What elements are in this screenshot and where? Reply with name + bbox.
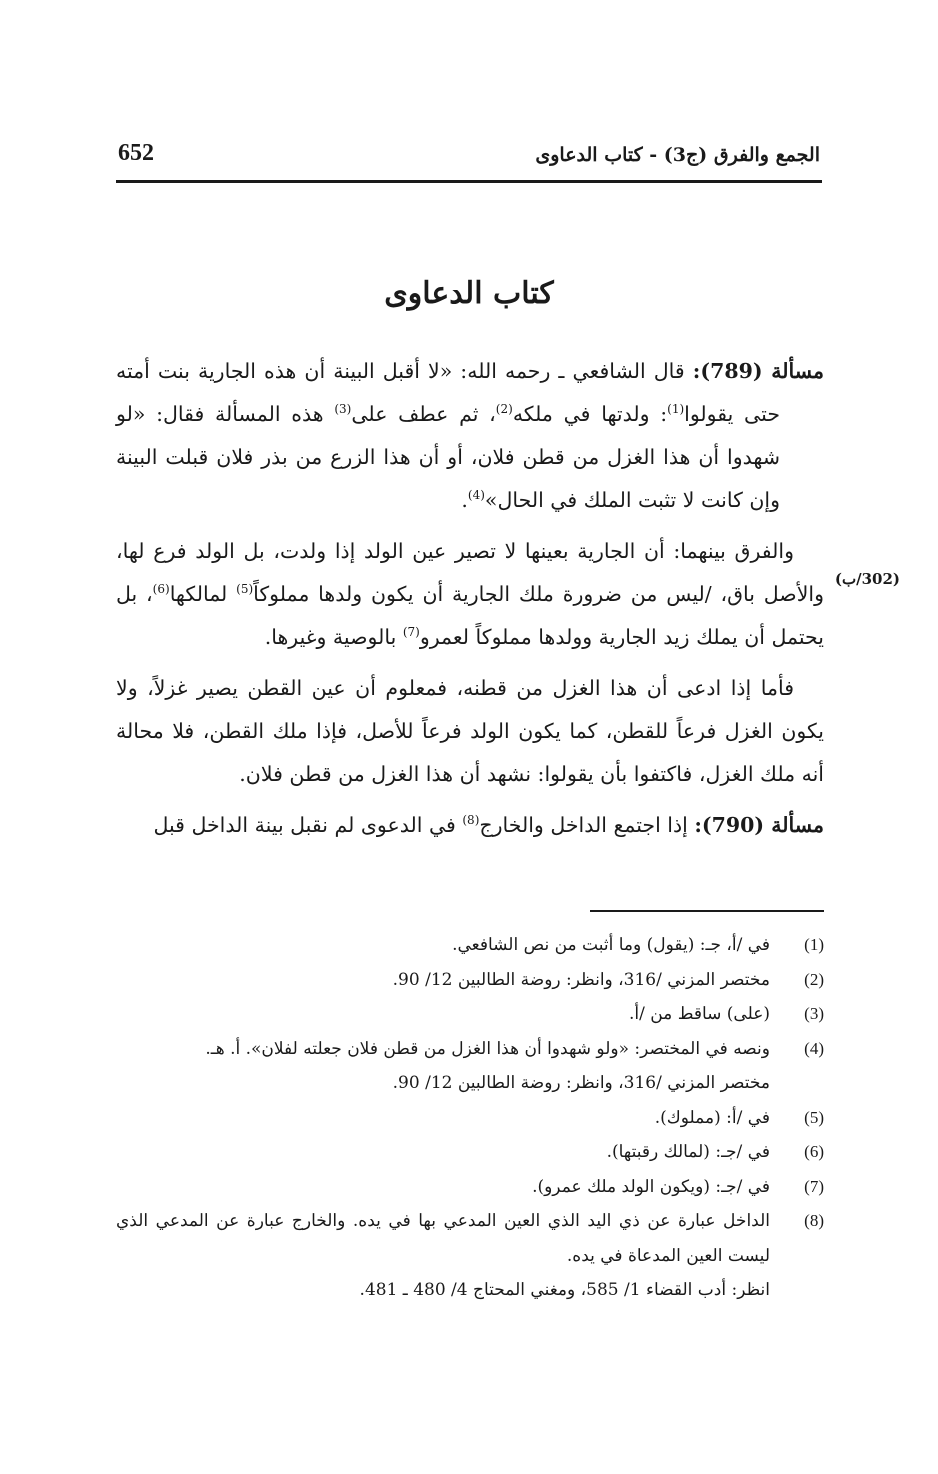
- footnote: [116, 1204, 824, 1308]
- footnote-number: (4): [804, 1038, 824, 1058]
- footnote-ref: (8): [462, 813, 480, 828]
- footnote-ref: (6): [152, 582, 170, 597]
- footnote-text: [116, 1032, 770, 1101]
- footnote-number: (6): [804, 1142, 824, 1161]
- footnote-text: [116, 1135, 770, 1170]
- footnote-ref: (5): [236, 582, 254, 597]
- text-run: هذه المسألة فقال: «لو شهدوا أن هذا الغزل من قطن فلان، أو أن هذا الزرع من بذر فلان قبلت البينة وإن كانت لا تثبت الملك في الحال»: [116, 402, 780, 512]
- issue-label: مسألة (790):: [694, 813, 824, 837]
- footnote-line: الداخل عبارة عن ذي اليد الذي العين المدعي بها في يده. والخارج عبارة عن المدعي الذي ليست العين المدعاة في يده.: [116, 1211, 770, 1266]
- text-run: لمالكها: [169, 582, 237, 606]
- body-text: [116, 350, 824, 855]
- footnote: [116, 997, 824, 1032]
- footnote: [116, 928, 824, 963]
- paragraph-issue-789: [116, 350, 824, 522]
- footnote-ref: (4): [467, 488, 485, 503]
- footnote-number: (3): [804, 1004, 824, 1023]
- paragraph-issue-790: [116, 804, 824, 847]
- text-run: فأما إذا ادعى أن هذا الغزل من قطنه، فمعلوم أن عين القطن يصير غزلاً، ولا يكون الغزل فرعاً للقطن، كما يكون الولد فرعاً للأصل، فإذا ملك القطن، فلا محالة أنه ملك الغزل، فاكتفوا بأن يقولوا: نشهد أن هذا الغزل من قطن فلان.: [116, 676, 824, 786]
- footnote-line: مختصر المزني /316، وانظر: روضة الطالبين 12/ 90.: [392, 969, 770, 990]
- paragraph-difference: [116, 530, 824, 659]
- footnote-text: [116, 928, 770, 963]
- chapter-title: كتاب الدعاوى: [384, 276, 554, 311]
- footnote-line: انظر: أدب القضاء 1/ 585، ومغني المحتاج 4/ 480 ـ 481.: [359, 1280, 770, 1300]
- text-run: ، بل يحتمل أن يملك زيد الجارية وولدها مملوكاً لعمرو: [116, 582, 824, 649]
- footnote: [116, 1170, 824, 1205]
- text-run: .: [461, 488, 468, 512]
- footnote-line: مختصر المزني /316، وانظر: روضة الطالبين 12/ 90.: [392, 1073, 770, 1093]
- footnote-line: في /جـ: (ويكون الولد ملك عمرو).: [532, 1176, 770, 1197]
- footnote-rule: [590, 910, 824, 912]
- footnote-number: (1): [804, 935, 824, 954]
- footnote-number: (5): [804, 1107, 824, 1127]
- marginal-folio-note: (302/ب): [834, 570, 900, 588]
- footnote: [116, 1101, 824, 1136]
- footnote-line: في /أ: (مملوك).: [654, 1107, 770, 1128]
- footnote-text: [116, 997, 770, 1032]
- text-run: والفرق بينهما: أن الجارية بعينها لا تصير عين الولد إذا ولدت، بل الولد فرع لها، والأصل باق، /ليس من ضرورة ملك الجارية أن يكون ولدها مملوكاً: [116, 539, 824, 606]
- text-run: في الدعوى لم نقبل بينة الداخل قبل: [153, 813, 463, 837]
- text-run: ، ثم عطف على: [351, 402, 496, 426]
- footnote-ref: (1): [667, 402, 685, 417]
- footnote-ref: (2): [495, 402, 513, 417]
- footnote-text: [116, 1170, 770, 1205]
- issue-label: مسألة (789):: [692, 359, 824, 383]
- footnote: [116, 963, 824, 998]
- text-run: : ولدتها في ملكه: [512, 402, 668, 426]
- text-run: إذا اجتمع الداخل والخارج: [479, 813, 695, 837]
- footnote-number: (8): [804, 1211, 824, 1230]
- running-header: الجمع والفرق (ج3) - كتاب الدعاوى: [535, 144, 820, 166]
- footnote-number: (7): [804, 1176, 824, 1196]
- page-number: 652: [118, 140, 154, 166]
- footnote-text: [116, 963, 770, 998]
- footnote-ref: (7): [402, 625, 420, 640]
- paragraph-yarn: [116, 667, 824, 796]
- footnote-text: [116, 1204, 770, 1308]
- footnote: [116, 1032, 824, 1101]
- footnote-line: في /أ، جـ: (يقول) وما أثبت من نص الشافعي.: [452, 935, 770, 955]
- footnote-line: ونصه في المختصر: «ولو شهدوا أن هذا الغزل من قطن فلان جعلته لفلان». أ. هـ.: [205, 1038, 770, 1059]
- footnote-line: في /جـ: (لمالك رقبتها).: [606, 1142, 770, 1162]
- header-rule: [116, 180, 822, 183]
- footnotes: [116, 928, 824, 1308]
- footnote-line: (على) ساقط من /أ.: [628, 1004, 770, 1024]
- text-run: قال الشافعي ـ رحمه الله: «لا أقبل البينة أن هذه الجارية بنت أمته حتى يقولوا: [116, 359, 780, 426]
- footnote-ref: (3): [334, 402, 352, 417]
- footnote-text: [116, 1101, 770, 1136]
- footnote-number: (2): [804, 969, 824, 989]
- text-run: بالوصية وغيرها.: [264, 625, 403, 649]
- footnote: [116, 1135, 824, 1170]
